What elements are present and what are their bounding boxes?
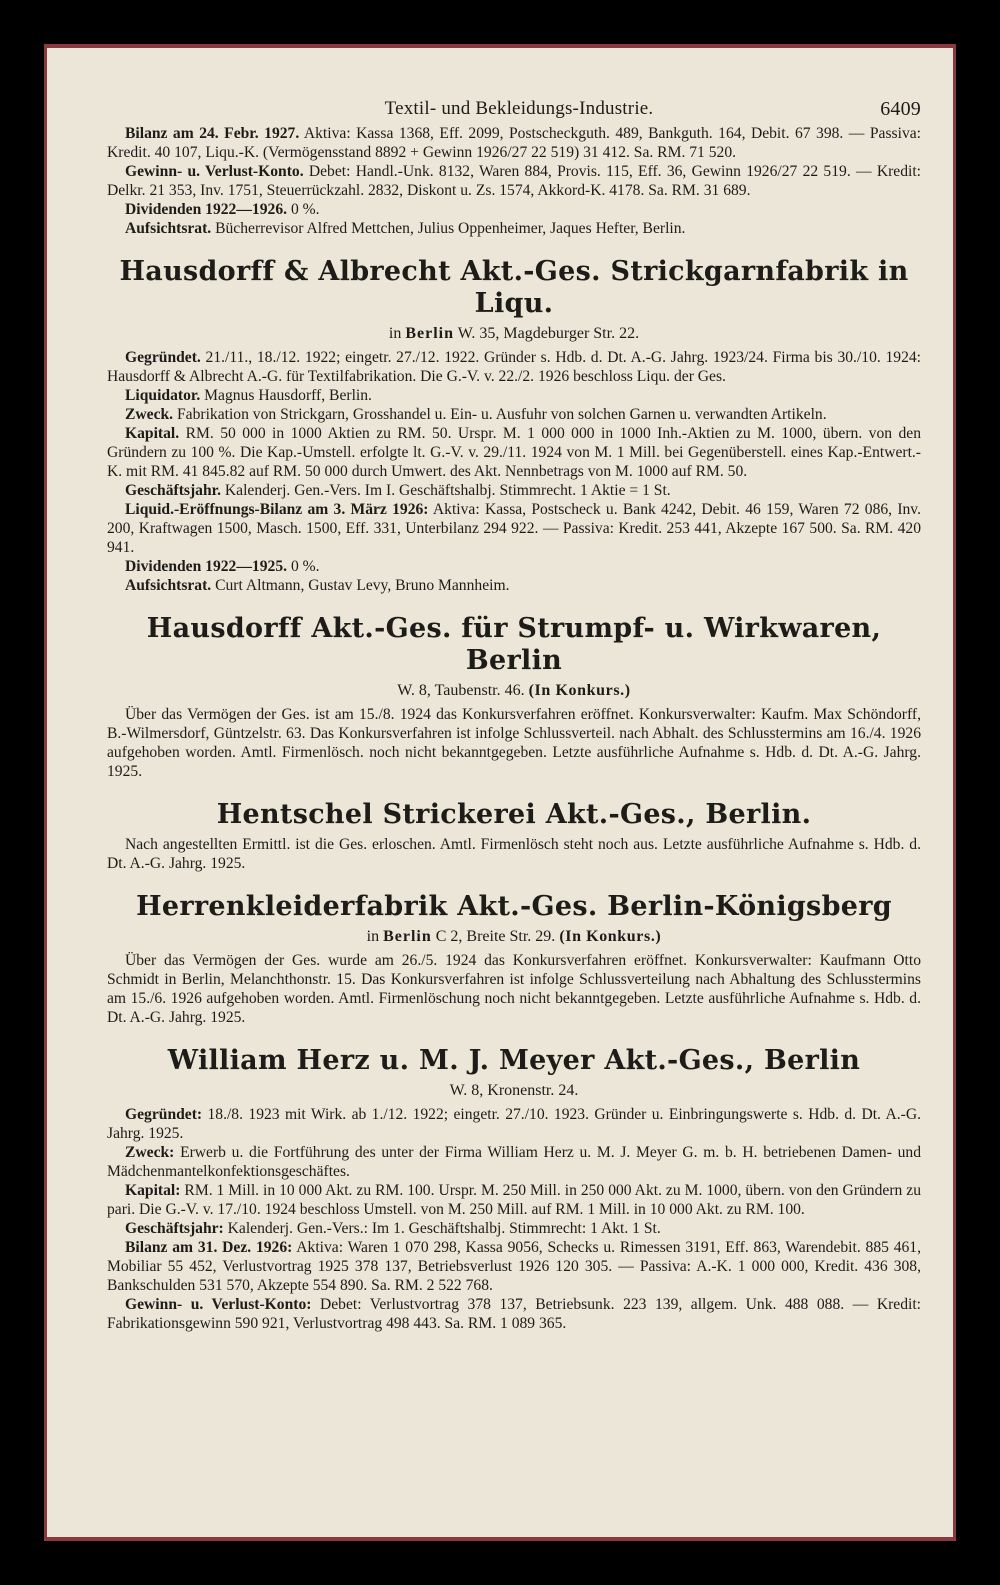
running-head-title: Textil- und Bekleidungs-Industrie.: [384, 98, 654, 119]
paragraph-label: Liquidator.: [125, 387, 201, 404]
paragraph-label: Zweck.: [125, 406, 174, 423]
company-title: Hausdorff Akt.-Ges. für Strumpf- u. Wirkwaren, Berlin: [146, 613, 882, 676]
company-entry: [107, 1045, 921, 1333]
paragraph-label: Liquid.-Eröffnungs-Bilanz am 3. März 1926:: [125, 501, 429, 518]
page-number: 6409: [880, 98, 921, 120]
address-rest: W. 8, Taubenstr. 46.: [397, 682, 525, 699]
intro-bilanz-label: Bilanz am 24. Febr. 1927.: [125, 125, 300, 142]
company-paragraph: [107, 557, 921, 576]
address-prefix: in: [366, 928, 380, 945]
address-city: Berlin: [405, 325, 455, 342]
page-content: [107, 98, 921, 1333]
company-entry: [107, 799, 921, 873]
address-rest: W. 8, Kronenstr. 24.: [449, 1082, 579, 1099]
company-address: [107, 681, 921, 701]
company-paragraph: [107, 951, 921, 1027]
company-paragraph: [107, 1219, 921, 1238]
address-prefix: in: [388, 325, 402, 342]
paragraph-label: Bilanz am 31. Dez. 1926:: [125, 1239, 293, 1256]
company-title: Herrenkleiderfabrik Akt.-Ges. Berlin-Königsberg: [136, 891, 892, 922]
address-status: (In Konkurs.): [559, 928, 662, 945]
paragraph-text: 21./11., 18./12. 1922; eingetr. 27./12. 1922. Gründer s. Hdb. d. Dt. A.-G. Jahrg. 1923/24. Firma bis 30./10. 1924: Hausdorff & Albrecht A.-G. für Textilfabrikation. Die G.-V. v. 22./2. 1926 beschloss Liqu. der Ges.: [107, 349, 922, 385]
company-entry: [107, 256, 921, 595]
intro-bilanz: [107, 124, 921, 162]
intro-entry: [107, 124, 921, 238]
company-paragraph: [107, 405, 921, 424]
paragraph-text: Debet: Verlustvortrag 378 137, Betriebsunk. 223 139, allgem. Unk. 488 088. — Kredit: Fabrikationsgewinn 590 921, Verlustvortrag 498 443. Sa. RM. 1 089 365.: [107, 1296, 921, 1332]
paragraph-text: Nach angestellten Ermittl. ist die Ges. erloschen. Amtl. Firmenlösch steht noch aus. Letzte ausführliche Aufnahme s. Hdb. d. Dt. A.-G. Jahrg. 1925.: [107, 836, 921, 872]
paragraph-text: Über das Vermögen der Ges. wurde am 26./5. 1924 das Konkursverfahren eröffnet. Konkursverwalter: Kaufmann Otto Schmidt in Berlin, Melanchthonstr. 15. Das Konkursverfahren ist infolge Schlussverteilung nach Abhaltung des Schlusstermins am 15./6. 1926 aufgehoben worden. Amtl. Firmenlöschung noch nicht bekanntgegeben. Letzte ausführliche Aufnahme s. Hdb. d. Dt. A.-G. Jahrg. 1925.: [107, 952, 921, 1026]
paragraph-text: Curt Altmann, Gustav Levy, Bruno Mannheim.: [215, 577, 510, 594]
company-paragraph: [107, 1295, 921, 1333]
paragraph-label: Kapital:: [125, 1182, 181, 1199]
company-paragraph: [107, 481, 921, 500]
paragraph-text: Fabrikation von Strickgarn, Grosshandel u. Ein- u. Ausfuhr von solchen Garnen u. verwandten Artikeln.: [176, 406, 827, 423]
intro-gewinn: [107, 162, 921, 200]
paragraph-label: Gewinn- u. Verlust-Konto:: [125, 1296, 312, 1313]
paragraph-label: Geschäftsjahr.: [125, 482, 222, 499]
company-address: [107, 927, 921, 947]
address-status: (In Konkurs.): [528, 682, 631, 699]
company-address: [107, 324, 921, 344]
intro-aufsichtsrat: [107, 219, 921, 238]
company-title: Hausdorff & Albrecht Akt.-Ges. Strickgarnfabrik in Liqu.: [119, 256, 909, 319]
intro-dividenden: [107, 200, 921, 219]
company-paragraph: [107, 576, 921, 595]
paragraph-label: Dividenden 1922—1925.: [125, 558, 288, 575]
company-paragraph: [107, 386, 921, 405]
company-entry: [107, 891, 921, 1027]
paragraph-label: Kapital.: [125, 425, 180, 442]
address-rest: W. 35, Magdeburger Str. 22.: [457, 325, 640, 342]
company-paragraph: [107, 1181, 921, 1219]
company-paragraph: [107, 1105, 921, 1143]
company-paragraph: [107, 348, 921, 386]
book-page: [44, 44, 956, 1541]
company-title: William Herz u. M. J. Meyer Akt.-Ges., Berlin: [167, 1045, 861, 1076]
paragraph-text: Kalenderj. Gen.-Vers. Im I. Geschäftshalbj. Stimmrecht. 1 Aktie = 1 St.: [224, 482, 671, 499]
paragraph-text: 18./8. 1923 mit Wirk. ab 1./12. 1922; eingetr. 27./10. 1923. Gründer u. Einbringungswerte s. Hdb. d. Dt. A.-G. Jahrg. 1925.: [107, 1106, 921, 1142]
paragraph-text: Erwerb u. die Fortführung des unter der Firma William Herz u. M. J. Meyer G. m. b. H. betriebenen Damen- und Mädchenmantelkonfektionsgeschäftes.: [107, 1144, 921, 1180]
company-paragraph: [107, 835, 921, 873]
company-entry: [107, 613, 921, 781]
address-rest: C 2, Breite Str. 29.: [435, 928, 556, 945]
paragraph-text: Kalenderj. Gen.-Vers.: Im 1. Geschäftshalbj. Stimmrecht: 1 Akt. 1 St.: [227, 1220, 661, 1237]
company-title: Hentschel Strickerei Akt.-Ges., Berlin.: [216, 799, 812, 830]
intro-bilanz-text: Aktiva: Kassa 1368, Eff. 2099, Postscheckguth. 489, Bankguth. 164, Debit. 67 398. — Passiva: Kredit. 40 107, Liqu.-K. (Vermögensstand 8892 + Gewinn 1926/27 22 519) 31 412. Sa. RM. 71 520.: [107, 125, 921, 161]
intro-aufsichtsrat-label: Aufsichtsrat.: [125, 220, 212, 237]
company-paragraph: [107, 424, 921, 481]
paragraph-text: Über das Vermögen der Ges. ist am 15./8. 1924 das Konkursverfahren eröffnet. Konkursverwalter: Kaufm. Max Schöndorff, B.-Wilmersdorf, Güntzelstr. 63. Das Konkursverfahren ist infolge Schlussverteil. nach Abhalt. des Schlusstermins am 16./4. 1926 aufgehoben worden. Amtl. Firmenlösch. noch nicht bekanntgegeben. Letzte ausführliche Aufnahme s. Hdb. d. Dt. A.-G. Jahrg. 1925.: [107, 706, 921, 780]
intro-dividenden-text: 0 %.: [290, 201, 320, 218]
paragraph-text: RM. 1 Mill. in 10 000 Akt. zu RM. 100. Urspr. M. 250 Mill. in 250 000 Akt. zu M. 1000, übern. von den Gründern zu pari. Die G.-V. v. 17./10. 1924 beschloss Umstell. von M. 250 Mill. auf RM. 1 Mill. in 10 000 Akt. zu RM. 100.: [107, 1182, 921, 1218]
company-paragraph: [107, 500, 921, 557]
intro-dividenden-label: Dividenden 1922—1926.: [125, 201, 288, 218]
company-paragraph: [107, 1143, 921, 1181]
paragraph-text: Aktiva: Kassa, Postscheck u. Bank 4242, Debit. 46 159, Waren 72 086, Inv. 200, Kraftwagen 1500, Masch. 1500, Eff. 331, Unterbilanz 294 922. — Passiva: Kredit. 253 441, Akzepte 167 500. Sa. RM. 420 941.: [107, 501, 921, 556]
paragraph-label: Gegründet.: [125, 349, 201, 366]
paragraph-text: Aktiva: Waren 1 070 298, Kassa 9056, Schecks u. Rimessen 3191, Eff. 863, Warendebit. 885 461, Mobiliar 55 452, Verlustvortrag 1925 378 137, Betriebsverlust 1926 120 305. — Passiva: A.-K. 1 000 000, Kredit. 436 308, Bankschulden 531 570, Akzepte 554 890. Sa. RM. 2 522 768.: [107, 1239, 922, 1294]
intro-gewinn-label: Gewinn- u. Verlust-Konto.: [125, 163, 304, 180]
paragraph-label: Gegründet:: [125, 1106, 203, 1123]
paragraph-label: Zweck:: [125, 1144, 175, 1161]
paragraph-text: 0 %.: [290, 558, 320, 575]
paragraph-text: Magnus Hausdorff, Berlin.: [204, 387, 372, 404]
intro-gewinn-text: Debet: Handl.-Unk. 8132, Waren 884, Provis. 115, Eff. 36, Gewinn 1926/27 22 519. — Kredit: Delkr. 21 353, Inv. 1751, Steuerrückzahl. 2832, Diskont u. Zs. 1574, Akkord-K. 4178. Sa. RM. 31 689.: [107, 163, 921, 199]
paragraph-label: Geschäftsjahr:: [125, 1220, 224, 1237]
running-head: [107, 98, 921, 124]
address-city: Berlin: [383, 928, 432, 945]
company-paragraph: [107, 1238, 921, 1295]
paragraph-text: RM. 50 000 in 1000 Aktien zu RM. 50. Urspr. M. 1 000 000 in 1000 Inh.-Aktien zu M. 1000, übern. von den Gründern zu 100 %. Die Kap.-Umstell. erfolgte lt. G.-V. v. 29./11. 1924 von M. 1 Mill. bei Gegenüberstell. eines Kap.-Entwert.-K. mit RM. 41 845.82 auf RM. 50 000 durch Umwert. des Akt. Nennbetrags von M. 1000 auf RM. 50.: [107, 425, 921, 480]
company-address: [107, 1081, 921, 1101]
company-paragraph: [107, 705, 921, 781]
intro-aufsichtsrat-text: Bücherrevisor Alfred Mettchen, Julius Oppenheimer, Jaques Hefter, Berlin.: [215, 220, 686, 237]
paragraph-label: Aufsichtsrat.: [125, 577, 212, 594]
